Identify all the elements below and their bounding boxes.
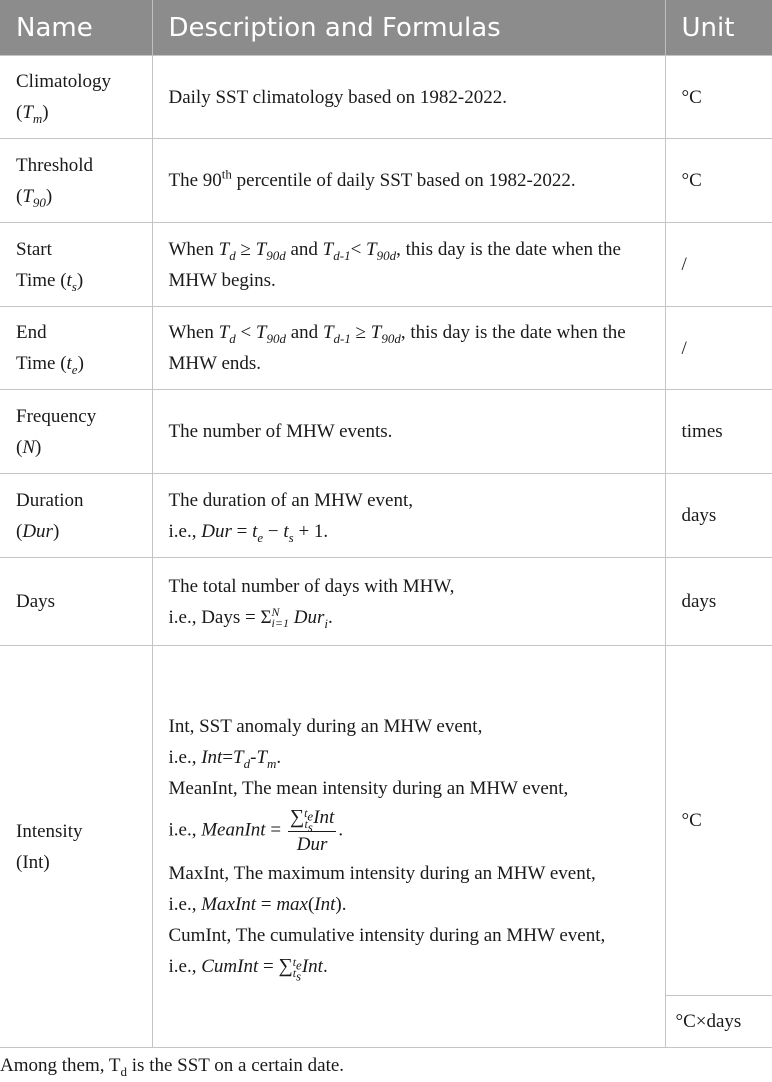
row-name: Threshold $(T_{90})$: [0, 139, 152, 223]
row-description: The duration of an MHW event, i.e., Dur = $t_e - t_s + 1$.: [152, 474, 665, 558]
table-row: [0, 307, 772, 390]
row-unit: days: [665, 474, 772, 558]
row-description: When $T_d \ge T_{90d}$ and $T_{d-1}< T_{90d}$, this day is the date when the MHW begins.: [152, 223, 665, 307]
row-name: Days: [0, 558, 152, 646]
row-description: The number of MHW events.: [152, 390, 665, 474]
row-name: Intensity (Int): [0, 646, 152, 1048]
row-name: Climatology $(T_m)$: [0, 56, 152, 139]
table-row: [0, 646, 772, 996]
table-row: [0, 390, 772, 474]
header-description: Description and Formulas: [152, 0, 665, 56]
row-unit: /: [665, 223, 772, 307]
table-row: [0, 56, 772, 139]
table-row: [0, 223, 772, 307]
header-name: Name: [0, 0, 152, 56]
row-unit: °C: [665, 56, 772, 139]
row-unit: °C: [665, 646, 772, 996]
row-description: Int, SST anomaly during an MHW event, i.e., $Int=T_d-T_m$. MeanInt, The mean intensity during an MHW event, i.e., MeanInt = ∑ $t_e$ $t_s$ Int Dur . MaxInt, The maximum intensity during an MHW event, i.e., MaxInt = max(Int). CumInt, The cumulative intensity during an MHW event, i.e., CumInt = ∑ $t_e$ $t_s$ Int.: [152, 646, 665, 1048]
row-description: When $T_d < T_{90d}$ and $T_{d-1} \ge T_{90d}$, this day is the date when the MHW ends.: [152, 307, 665, 390]
row-unit: °C×days: [665, 996, 772, 1048]
table-row: [0, 139, 772, 223]
row-description: The 90th percentile of daily SST based on 1982-2022.: [152, 139, 665, 223]
table-header-row: [0, 0, 772, 56]
row-unit: /: [665, 307, 772, 390]
row-name: Frequency (N): [0, 390, 152, 474]
header-unit: Unit: [665, 0, 772, 56]
table-row: [0, 474, 772, 558]
table-footnote: Among them, $T_d$ is the SST on a certain date.: [0, 1055, 345, 1079]
row-description: The total number of days with MHW, i.e., Days = Σ N i=1 Dur$_i$.: [152, 558, 665, 646]
row-unit: °C: [665, 139, 772, 223]
row-unit: times: [665, 390, 772, 474]
row-name: Start Time $(t_s)$: [0, 223, 152, 307]
table-row: [0, 558, 772, 646]
row-unit: days: [665, 558, 772, 646]
row-name: Duration (Dur): [0, 474, 152, 558]
row-name: End Time $(t_e)$: [0, 307, 152, 390]
row-description: Daily SST climatology based on 1982-2022.: [152, 56, 665, 139]
